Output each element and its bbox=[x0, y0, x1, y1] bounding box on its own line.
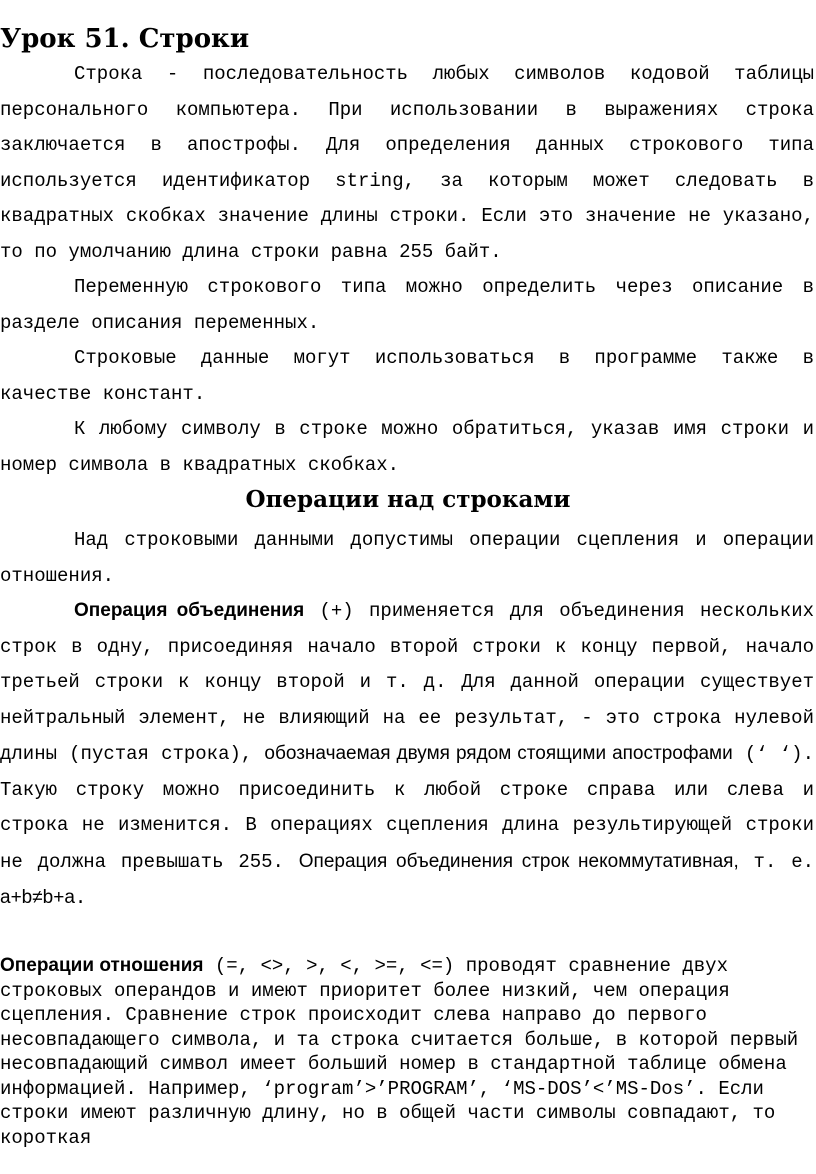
concat-formula: a+b≠b+a bbox=[0, 887, 75, 908]
lesson-title: Урок 51. Строки bbox=[0, 24, 250, 54]
concat-text-sans: обозначаемая двумя рядом стоящими апострофами bbox=[264, 743, 733, 764]
concat-text-4: . bbox=[74, 887, 87, 909]
paragraph-concatenation bbox=[0, 593, 814, 917]
concat-text-3: т. е. bbox=[738, 850, 814, 873]
concat-text-sans-2: Операция объединения строк некоммутативная, bbox=[298, 850, 739, 872]
paragraph-ops-intro: Над строковыми данными допустимы операции сцепления и операции отношения. bbox=[0, 529, 814, 587]
paragraph-string-variable: Переменную строкового типа можно определить через описание в разделе описания переменных. bbox=[0, 276, 814, 334]
section-heading: Операции над строками bbox=[245, 486, 571, 513]
paragraph-char-access: К любому символу в строке можно обратиться, указав имя строки и номер символа в квадратных скобках. bbox=[0, 418, 814, 476]
paragraph-relations bbox=[0, 954, 810, 1150]
concat-term: Операция объединения bbox=[74, 600, 305, 621]
concat-text-2: (‘ ‘). Такую строку можно присоединить к любой строке справа или слева и строка не изменится. В операциях сцепления длина результирующей строки не должна превышать 255. bbox=[0, 743, 814, 873]
concat-text-1: (+) применяется для объединения нескольких строк в одну, присоединяя начало второй строки к концу первой, начало третьей строки к концу второй и т. д. Для данной операции существует нейтральный элемент, не влияющий на ее результат, - это строка нулевой длины (пустая строка), bbox=[0, 600, 814, 765]
relation-term: Операции отношения bbox=[0, 955, 204, 976]
relation-text: (=, <>, >, <, >=, <=) проводят сравнение двух строковых операндов и имеют приоритет более низкий, чем операция сцепления. Сравнение строк происходит слева направо до первого несовпадающего символа, и та строка считается больше, в которой первый несовпадающий символ имеет больший номер в стандартной таблице обмена информацией. Например, ‘program’>’PROGRAM’, ‘MS-DOS’<’MS-Dos’. Если строки имеют различную длину, но в общей части символы совпадают, то короткая bbox=[0, 955, 799, 1149]
paragraph-string-definition: Строка - последовательность любых символов кодовой таблицы персонального компьютера. При использовании в выражениях строка заключается в апострофы. Для определения данных строкового типа используется идентификатор string, за которым может следовать в квадратных скобках значение длины строки. Если это значение не указано, то по умолчанию длина строки равна 255 байт. bbox=[0, 63, 814, 263]
paragraph-string-constants: Строковые данные могут использоваться в программе также в качестве констант. bbox=[0, 347, 814, 405]
